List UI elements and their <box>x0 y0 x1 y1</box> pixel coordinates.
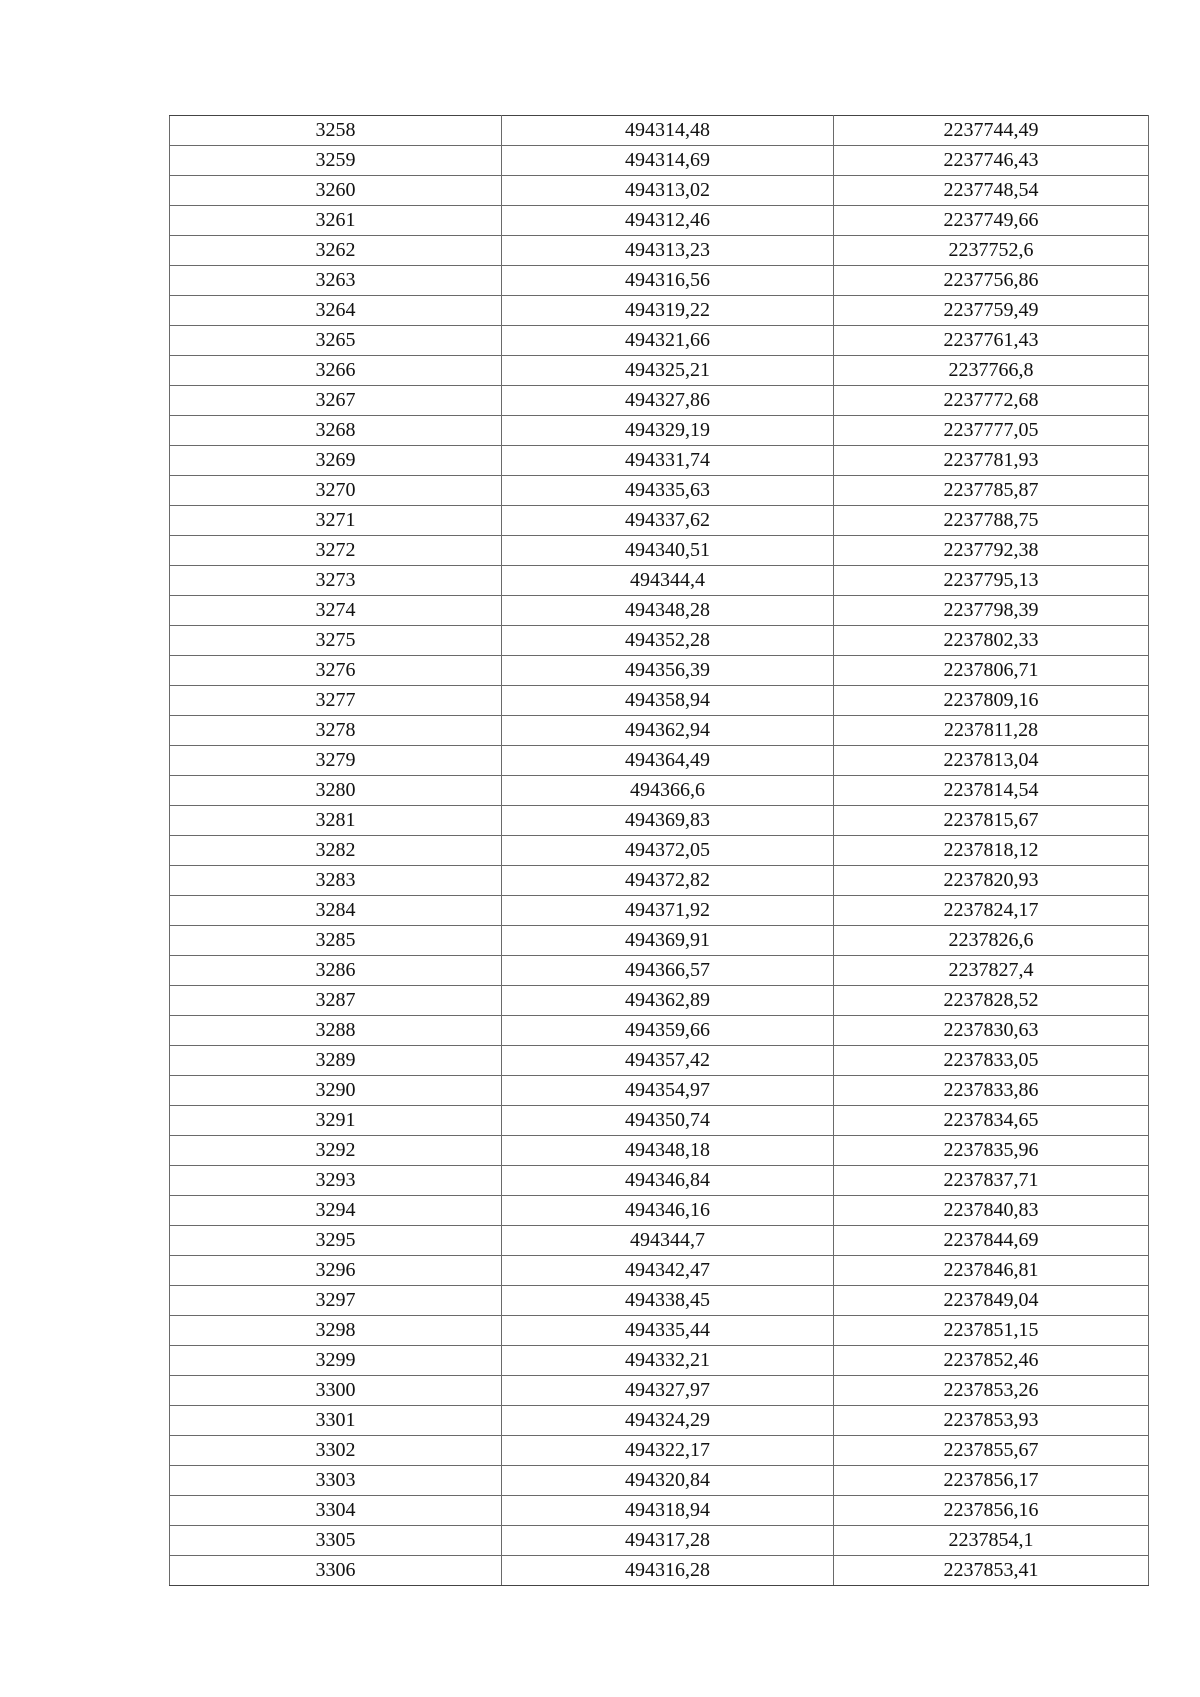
x-coordinate-cell: 494312,46 <box>502 206 834 236</box>
point-number-cell: 3297 <box>170 1286 502 1316</box>
x-coordinate-cell: 494371,92 <box>502 896 834 926</box>
point-number-cell: 3299 <box>170 1346 502 1376</box>
y-coordinate-cell: 2237744,49 <box>834 116 1149 146</box>
x-coordinate-cell: 494314,48 <box>502 116 834 146</box>
table-row <box>170 1316 1149 1346</box>
x-coordinate-cell: 494348,28 <box>502 596 834 626</box>
table-row <box>170 926 1149 956</box>
x-coordinate-cell: 494322,17 <box>502 1436 834 1466</box>
x-coordinate-cell: 494359,66 <box>502 1016 834 1046</box>
point-number-cell: 3268 <box>170 416 502 446</box>
table-row <box>170 1496 1149 1526</box>
x-coordinate-cell: 494320,84 <box>502 1466 834 1496</box>
x-coordinate-cell: 494335,63 <box>502 476 834 506</box>
point-number-cell: 3278 <box>170 716 502 746</box>
y-coordinate-cell: 2237809,16 <box>834 686 1149 716</box>
y-coordinate-cell: 2237854,1 <box>834 1526 1149 1556</box>
y-coordinate-cell: 2237766,8 <box>834 356 1149 386</box>
y-coordinate-cell: 2237853,93 <box>834 1406 1149 1436</box>
table-row <box>170 866 1149 896</box>
y-coordinate-cell: 2237840,83 <box>834 1196 1149 1226</box>
x-coordinate-cell: 494346,16 <box>502 1196 834 1226</box>
table-row <box>170 326 1149 356</box>
y-coordinate-cell: 2237820,93 <box>834 866 1149 896</box>
table-row <box>170 1406 1149 1436</box>
point-number-cell: 3293 <box>170 1166 502 1196</box>
table-row <box>170 146 1149 176</box>
y-coordinate-cell: 2237827,4 <box>834 956 1149 986</box>
coordinates-table-body <box>170 116 1149 1586</box>
y-coordinate-cell: 2237849,04 <box>834 1286 1149 1316</box>
table-row <box>170 386 1149 416</box>
x-coordinate-cell: 494352,28 <box>502 626 834 656</box>
point-number-cell: 3270 <box>170 476 502 506</box>
y-coordinate-cell: 2237856,16 <box>834 1496 1149 1526</box>
table-row <box>170 566 1149 596</box>
point-number-cell: 3264 <box>170 296 502 326</box>
x-coordinate-cell: 494318,94 <box>502 1496 834 1526</box>
point-number-cell: 3282 <box>170 836 502 866</box>
point-number-cell: 3280 <box>170 776 502 806</box>
table-row <box>170 776 1149 806</box>
table-row <box>170 806 1149 836</box>
y-coordinate-cell: 2237833,86 <box>834 1076 1149 1106</box>
y-coordinate-cell: 2237795,13 <box>834 566 1149 596</box>
y-coordinate-cell: 2237749,66 <box>834 206 1149 236</box>
y-coordinate-cell: 2237835,96 <box>834 1136 1149 1166</box>
table-row <box>170 596 1149 626</box>
point-number-cell: 3288 <box>170 1016 502 1046</box>
point-number-cell: 3294 <box>170 1196 502 1226</box>
y-coordinate-cell: 2237826,6 <box>834 926 1149 956</box>
table-row <box>170 746 1149 776</box>
point-number-cell: 3290 <box>170 1076 502 1106</box>
x-coordinate-cell: 494337,62 <box>502 506 834 536</box>
point-number-cell: 3304 <box>170 1496 502 1526</box>
x-coordinate-cell: 494340,51 <box>502 536 834 566</box>
point-number-cell: 3267 <box>170 386 502 416</box>
x-coordinate-cell: 494344,7 <box>502 1226 834 1256</box>
point-number-cell: 3260 <box>170 176 502 206</box>
x-coordinate-cell: 494366,57 <box>502 956 834 986</box>
y-coordinate-cell: 2237748,54 <box>834 176 1149 206</box>
y-coordinate-cell: 2237834,65 <box>834 1106 1149 1136</box>
y-coordinate-cell: 2237746,43 <box>834 146 1149 176</box>
y-coordinate-cell: 2237814,54 <box>834 776 1149 806</box>
y-coordinate-cell: 2237856,17 <box>834 1466 1149 1496</box>
x-coordinate-cell: 494314,69 <box>502 146 834 176</box>
y-coordinate-cell: 2237788,75 <box>834 506 1149 536</box>
point-number-cell: 3273 <box>170 566 502 596</box>
point-number-cell: 3261 <box>170 206 502 236</box>
point-number-cell: 3286 <box>170 956 502 986</box>
point-number-cell: 3262 <box>170 236 502 266</box>
point-number-cell: 3291 <box>170 1106 502 1136</box>
table-row <box>170 656 1149 686</box>
y-coordinate-cell: 2237846,81 <box>834 1256 1149 1286</box>
y-coordinate-cell: 2237811,28 <box>834 716 1149 746</box>
x-coordinate-cell: 494344,4 <box>502 566 834 596</box>
point-number-cell: 3292 <box>170 1136 502 1166</box>
table-row <box>170 1076 1149 1106</box>
x-coordinate-cell: 494362,94 <box>502 716 834 746</box>
point-number-cell: 3275 <box>170 626 502 656</box>
x-coordinate-cell: 494369,83 <box>502 806 834 836</box>
table-row <box>170 476 1149 506</box>
x-coordinate-cell: 494325,21 <box>502 356 834 386</box>
x-coordinate-cell: 494366,6 <box>502 776 834 806</box>
y-coordinate-cell: 2237828,52 <box>834 986 1149 1016</box>
y-coordinate-cell: 2237752,6 <box>834 236 1149 266</box>
point-number-cell: 3279 <box>170 746 502 776</box>
point-number-cell: 3303 <box>170 1466 502 1496</box>
table-row <box>170 1376 1149 1406</box>
table-row <box>170 176 1149 206</box>
table-row <box>170 1016 1149 1046</box>
point-number-cell: 3283 <box>170 866 502 896</box>
point-number-cell: 3306 <box>170 1556 502 1586</box>
x-coordinate-cell: 494342,47 <box>502 1256 834 1286</box>
table-row <box>170 416 1149 446</box>
point-number-cell: 3265 <box>170 326 502 356</box>
point-number-cell: 3298 <box>170 1316 502 1346</box>
y-coordinate-cell: 2237772,68 <box>834 386 1149 416</box>
y-coordinate-cell: 2237756,86 <box>834 266 1149 296</box>
y-coordinate-cell: 2237818,12 <box>834 836 1149 866</box>
table-row <box>170 1256 1149 1286</box>
point-number-cell: 3296 <box>170 1256 502 1286</box>
x-coordinate-cell: 494372,05 <box>502 836 834 866</box>
y-coordinate-cell: 2237806,71 <box>834 656 1149 686</box>
x-coordinate-cell: 494329,19 <box>502 416 834 446</box>
y-coordinate-cell: 2237837,71 <box>834 1166 1149 1196</box>
point-number-cell: 3284 <box>170 896 502 926</box>
x-coordinate-cell: 494313,23 <box>502 236 834 266</box>
point-number-cell: 3258 <box>170 116 502 146</box>
y-coordinate-cell: 2237844,69 <box>834 1226 1149 1256</box>
x-coordinate-cell: 494350,74 <box>502 1106 834 1136</box>
x-coordinate-cell: 494331,74 <box>502 446 834 476</box>
y-coordinate-cell: 2237759,49 <box>834 296 1149 326</box>
table-row <box>170 986 1149 1016</box>
table-row <box>170 206 1149 236</box>
y-coordinate-cell: 2237777,05 <box>834 416 1149 446</box>
table-row <box>170 356 1149 386</box>
x-coordinate-cell: 494356,39 <box>502 656 834 686</box>
x-coordinate-cell: 494338,45 <box>502 1286 834 1316</box>
point-number-cell: 3305 <box>170 1526 502 1556</box>
point-number-cell: 3272 <box>170 536 502 566</box>
table-row <box>170 1556 1149 1586</box>
table-row <box>170 1526 1149 1556</box>
x-coordinate-cell: 494348,18 <box>502 1136 834 1166</box>
x-coordinate-cell: 494321,66 <box>502 326 834 356</box>
table-row <box>170 1166 1149 1196</box>
x-coordinate-cell: 494369,91 <box>502 926 834 956</box>
x-coordinate-cell: 494313,02 <box>502 176 834 206</box>
table-row <box>170 296 1149 326</box>
y-coordinate-cell: 2237830,63 <box>834 1016 1149 1046</box>
y-coordinate-cell: 2237853,26 <box>834 1376 1149 1406</box>
y-coordinate-cell: 2237853,41 <box>834 1556 1149 1586</box>
y-coordinate-cell: 2237798,39 <box>834 596 1149 626</box>
x-coordinate-cell: 494327,86 <box>502 386 834 416</box>
y-coordinate-cell: 2237852,46 <box>834 1346 1149 1376</box>
x-coordinate-cell: 494335,44 <box>502 1316 834 1346</box>
x-coordinate-cell: 494354,97 <box>502 1076 834 1106</box>
x-coordinate-cell: 494332,21 <box>502 1346 834 1376</box>
x-coordinate-cell: 494357,42 <box>502 1046 834 1076</box>
point-number-cell: 3295 <box>170 1226 502 1256</box>
point-number-cell: 3274 <box>170 596 502 626</box>
point-number-cell: 3271 <box>170 506 502 536</box>
x-coordinate-cell: 494346,84 <box>502 1166 834 1196</box>
point-number-cell: 3285 <box>170 926 502 956</box>
table-row <box>170 1106 1149 1136</box>
x-coordinate-cell: 494317,28 <box>502 1526 834 1556</box>
table-row <box>170 116 1149 146</box>
y-coordinate-cell: 2237833,05 <box>834 1046 1149 1076</box>
point-number-cell: 3259 <box>170 146 502 176</box>
x-coordinate-cell: 494372,82 <box>502 866 834 896</box>
y-coordinate-cell: 2237813,04 <box>834 746 1149 776</box>
table-row <box>170 716 1149 746</box>
table-row <box>170 836 1149 866</box>
y-coordinate-cell: 2237785,87 <box>834 476 1149 506</box>
table-row <box>170 1226 1149 1256</box>
table-row <box>170 626 1149 656</box>
x-coordinate-cell: 494364,49 <box>502 746 834 776</box>
point-number-cell: 3269 <box>170 446 502 476</box>
y-coordinate-cell: 2237781,93 <box>834 446 1149 476</box>
table-row <box>170 686 1149 716</box>
table-row <box>170 1286 1149 1316</box>
point-number-cell: 3302 <box>170 1436 502 1466</box>
table-row <box>170 1196 1149 1226</box>
y-coordinate-cell: 2237761,43 <box>834 326 1149 356</box>
y-coordinate-cell: 2237855,67 <box>834 1436 1149 1466</box>
x-coordinate-cell: 494362,89 <box>502 986 834 1016</box>
y-coordinate-cell: 2237802,33 <box>834 626 1149 656</box>
table-row <box>170 1046 1149 1076</box>
point-number-cell: 3281 <box>170 806 502 836</box>
table-row <box>170 236 1149 266</box>
point-number-cell: 3289 <box>170 1046 502 1076</box>
point-number-cell: 3263 <box>170 266 502 296</box>
point-number-cell: 3266 <box>170 356 502 386</box>
table-row <box>170 446 1149 476</box>
x-coordinate-cell: 494327,97 <box>502 1376 834 1406</box>
x-coordinate-cell: 494324,29 <box>502 1406 834 1436</box>
point-number-cell: 3287 <box>170 986 502 1016</box>
x-coordinate-cell: 494358,94 <box>502 686 834 716</box>
y-coordinate-cell: 2237824,17 <box>834 896 1149 926</box>
table-row <box>170 536 1149 566</box>
y-coordinate-cell: 2237851,15 <box>834 1316 1149 1346</box>
x-coordinate-cell: 494316,56 <box>502 266 834 296</box>
table-row <box>170 1466 1149 1496</box>
x-coordinate-cell: 494316,28 <box>502 1556 834 1586</box>
point-number-cell: 3276 <box>170 656 502 686</box>
coordinates-table <box>169 115 1149 1586</box>
table-row <box>170 896 1149 926</box>
point-number-cell: 3301 <box>170 1406 502 1436</box>
table-row <box>170 506 1149 536</box>
table-row <box>170 1436 1149 1466</box>
y-coordinate-cell: 2237815,67 <box>834 806 1149 836</box>
y-coordinate-cell: 2237792,38 <box>834 536 1149 566</box>
x-coordinate-cell: 494319,22 <box>502 296 834 326</box>
point-number-cell: 3277 <box>170 686 502 716</box>
point-number-cell: 3300 <box>170 1376 502 1406</box>
table-row <box>170 266 1149 296</box>
table-row <box>170 1136 1149 1166</box>
table-row <box>170 1346 1149 1376</box>
table-row <box>170 956 1149 986</box>
